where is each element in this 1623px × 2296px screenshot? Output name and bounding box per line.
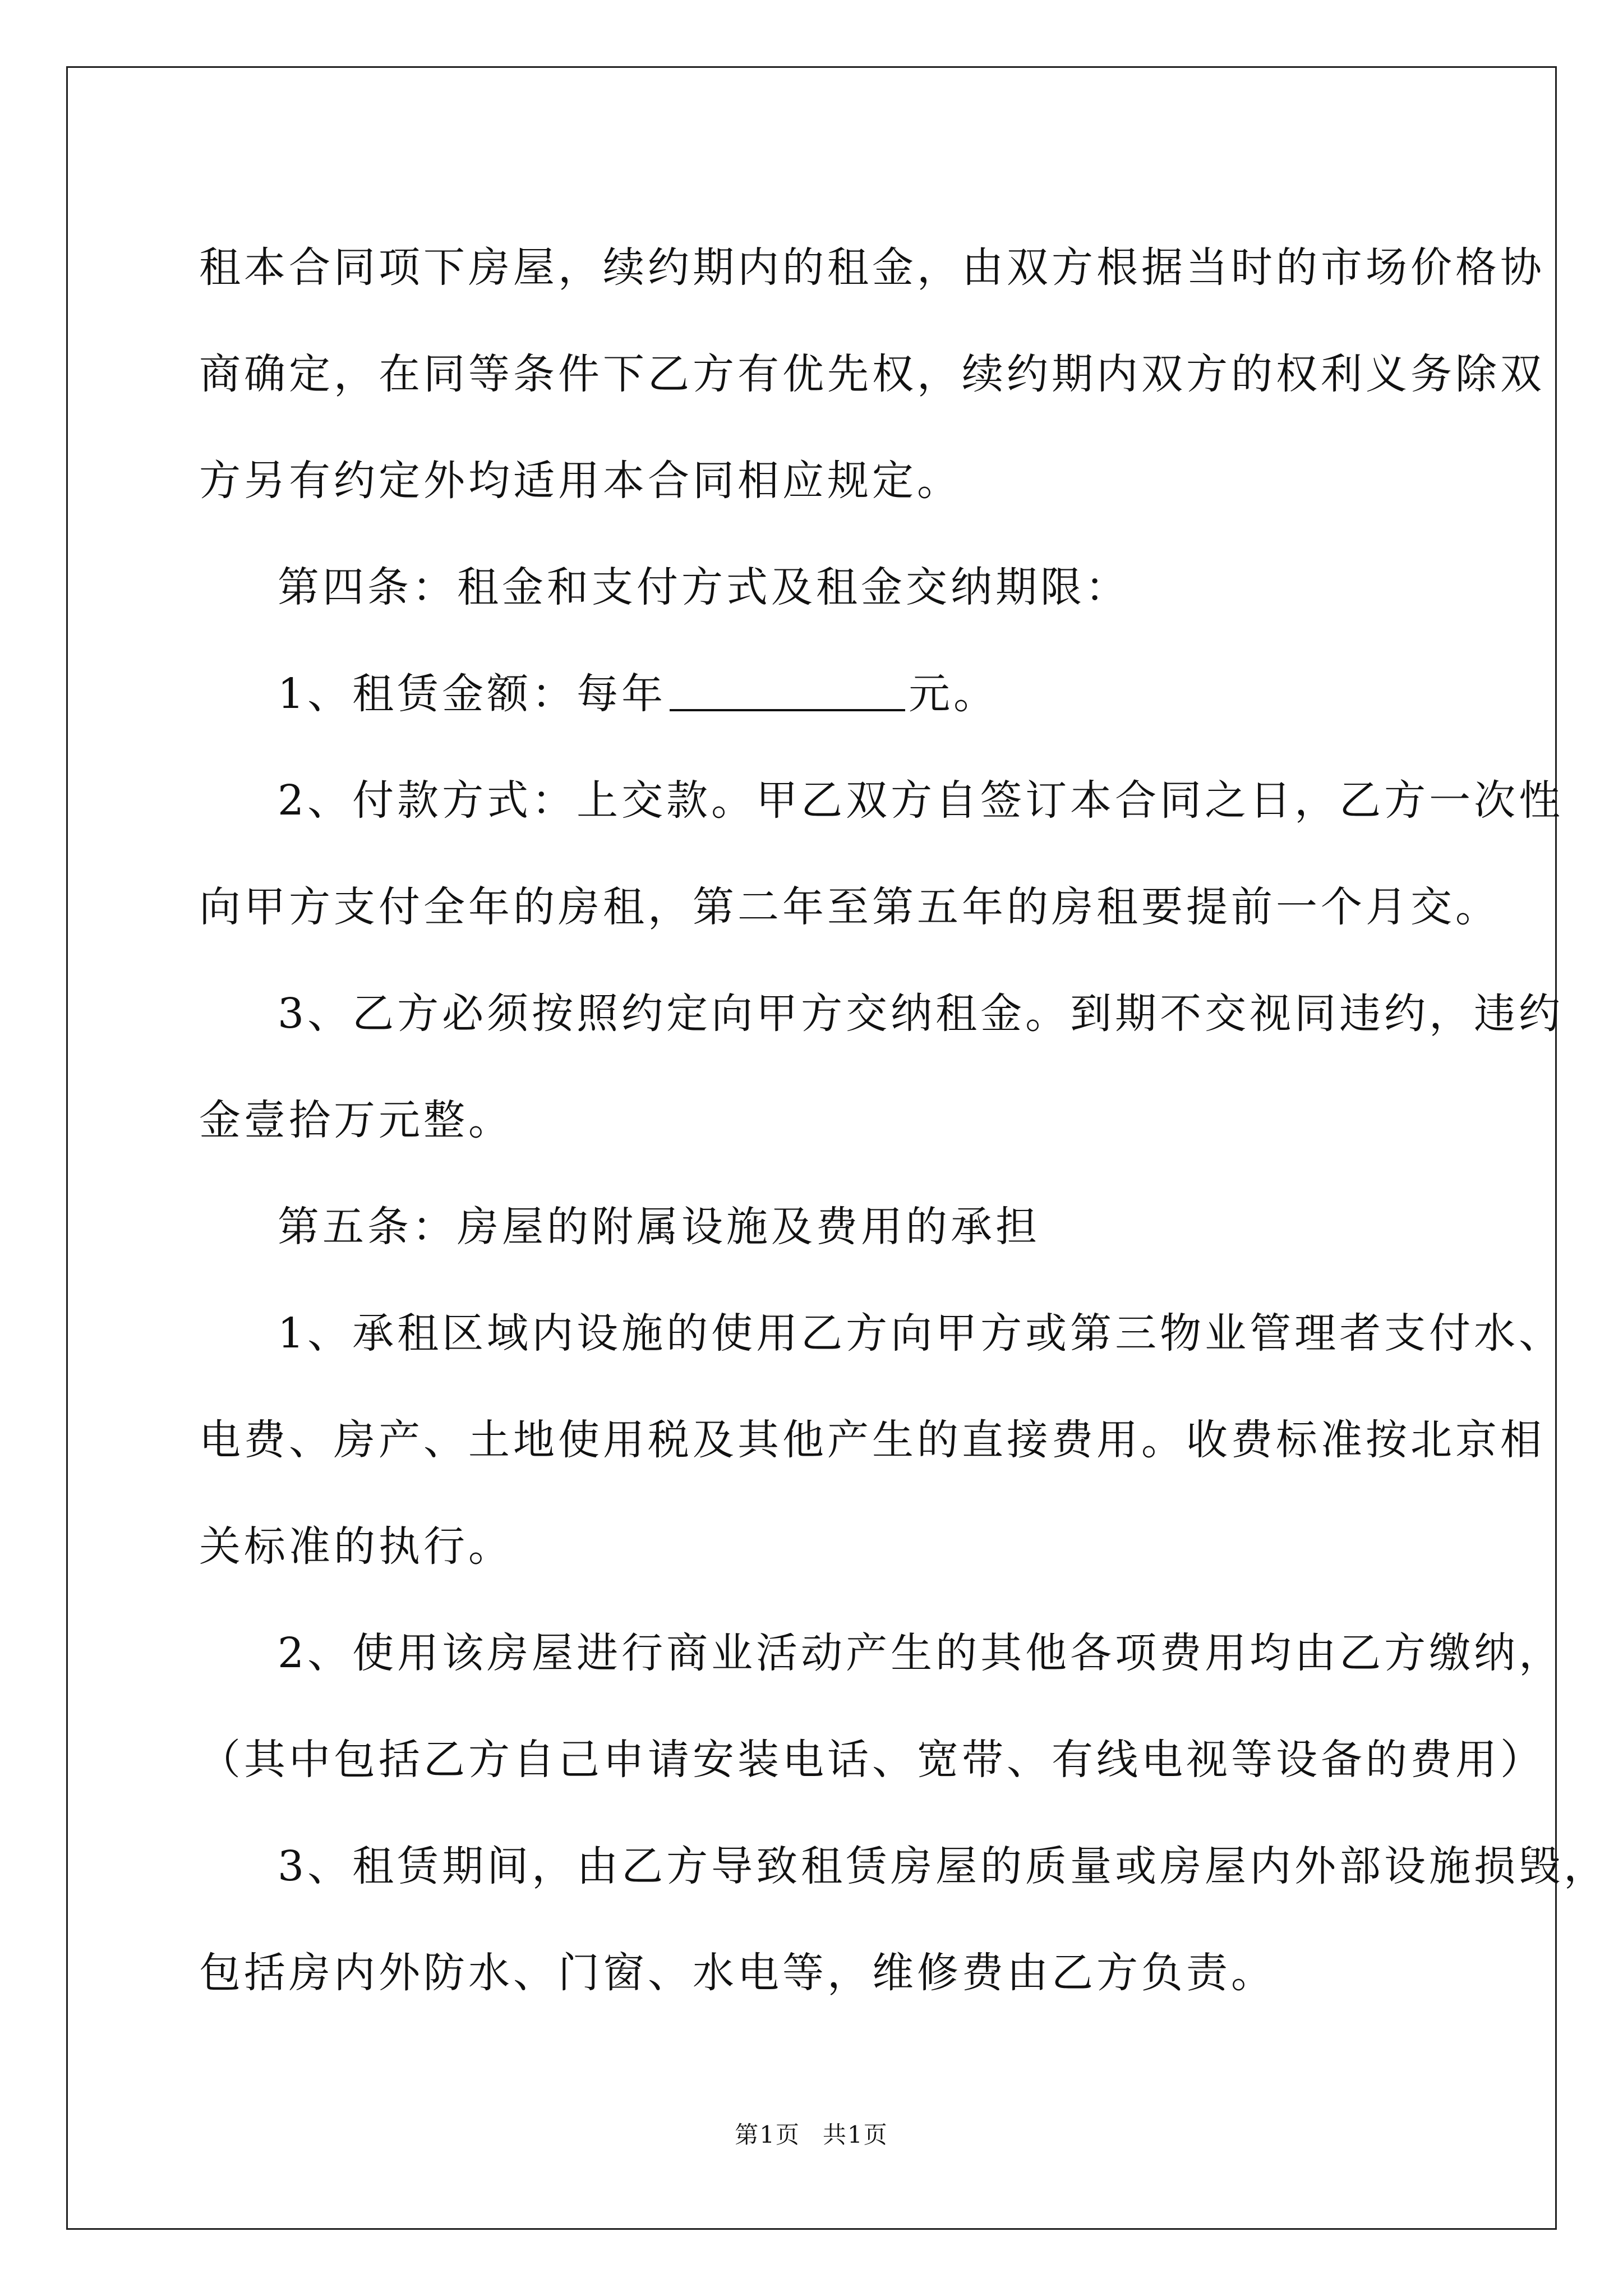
paragraph-line: 金壹拾万元整。 — [199, 1096, 513, 1144]
rent-amount-label: 1、租赁金额：每年 — [278, 670, 667, 718]
rent-amount-blank — [670, 709, 905, 711]
rent-amount-unit: 元。 — [909, 670, 999, 718]
article-5-item-2: 2、使用该房屋进行商业活动产生的其他各项费用均由乙方缴纳， — [278, 1629, 1564, 1677]
page-number: 第1页 — [735, 2121, 800, 2148]
paragraph-line: 租本合同项下房屋，续约期内的租金，由双方根据当时的市场价格协 — [199, 243, 1545, 292]
paragraph-line: 向甲方支付全年的房租，第二年至第五年的房租要提前一个月交。 — [199, 883, 1500, 931]
paragraph-line: 电费、房产、土地使用税及其他产生的直接费用。收费标准按北京相 — [199, 1416, 1545, 1464]
page-footer — [0, 2116, 1623, 2150]
document-body — [199, 214, 1609, 2026]
page-total: 共1页 — [823, 2121, 888, 2148]
paragraph-line: 商确定，在同等条件下乙方有优先权，续约期内双方的权利义务除双 — [199, 350, 1545, 398]
paragraph-line: 包括房内外防水、门窗、水电等，维修费由乙方负责。 — [199, 1949, 1276, 1997]
paragraph-line: （其中包括乙方自己申请安装电话、宽带、有线电视等设备的费用） — [199, 1736, 1545, 1784]
paragraph-line: 方另有约定外均适用本合同相应规定。 — [199, 457, 962, 505]
article-5-item-3: 3、租赁期间，由乙方导致租赁房屋的质量或房屋内外部设施损毁， — [278, 1842, 1609, 1890]
article-4-item-2: 2、付款方式：上交款。甲乙双方自签订本合同之日，乙方一次性 — [278, 776, 1564, 825]
paragraph-line: 关标准的执行。 — [199, 1522, 513, 1571]
article-4-item-1 — [199, 641, 1433, 747]
article-5-title: 第五条：房屋的附属设施及费用的承担 — [278, 1203, 1040, 1251]
article-4-item-3: 3、乙方必须按照约定向甲方交纳租金。到期不交视同违约，违约 — [278, 990, 1564, 1038]
article-4-title: 第四条：租金和支付方式及租金交纳期限： — [278, 563, 1130, 611]
article-5-item-1: 1、承租区域内设施的使用乙方向甲方或第三物业管理者支付水、 — [278, 1309, 1564, 1358]
